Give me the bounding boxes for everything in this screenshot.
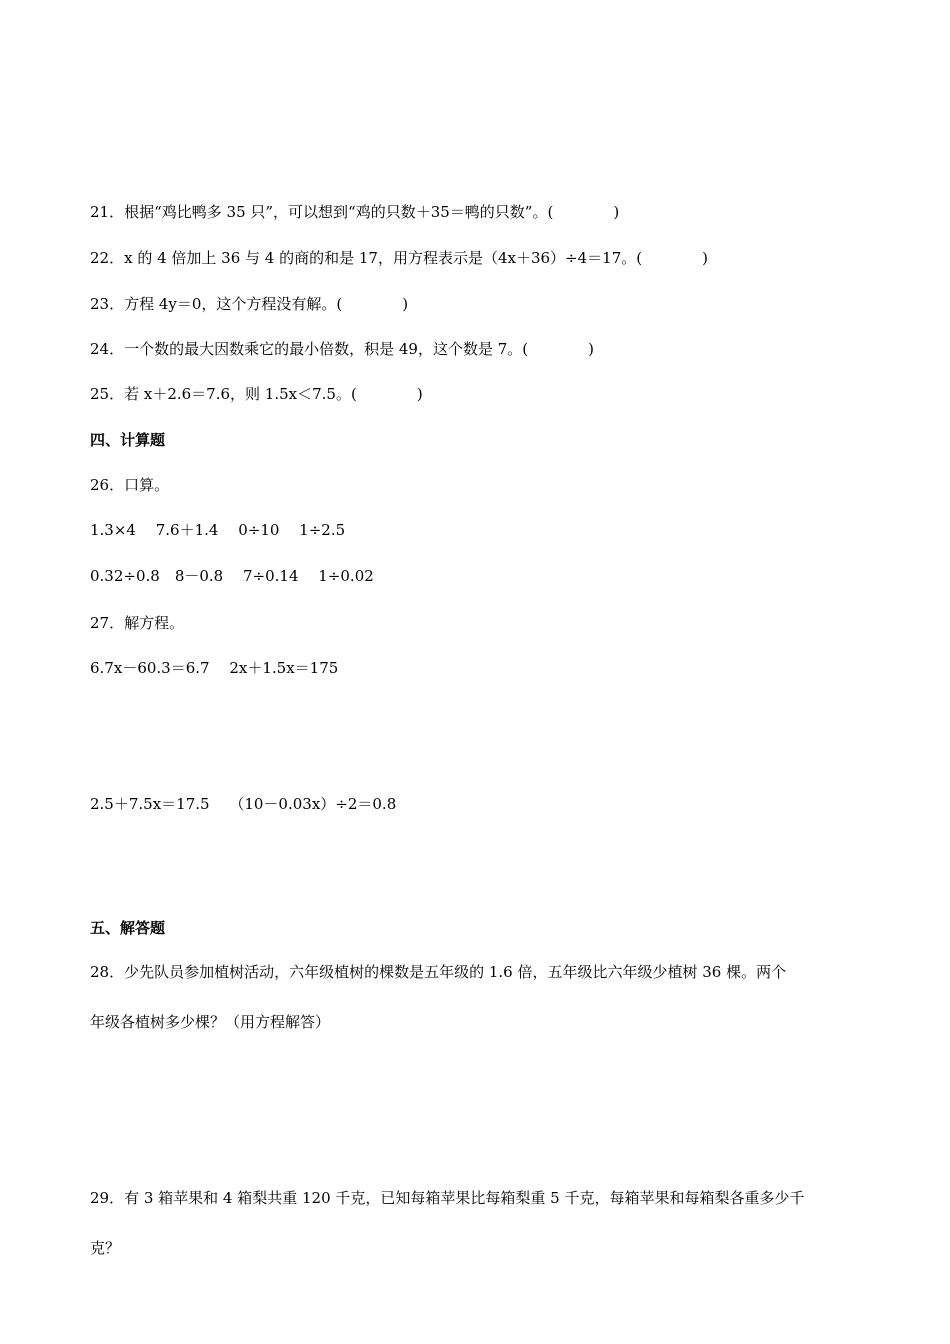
- mental-math-row-2: 0.32÷0.8 8－0.8 7÷0.14 1÷0.02: [90, 567, 374, 585]
- equation-row-2: 2.5＋7.5x＝17.5 （10－0.03x）÷2＝0.8: [90, 795, 397, 813]
- question-27-title: 27．解方程。: [90, 614, 185, 632]
- question-28-line-2: 年级各植树多少棵？（用方程解答）: [90, 1013, 331, 1031]
- section-heading-answer: 五、解答题: [90, 919, 166, 937]
- question-29-line-1: 29．有 3 箱苹果和 4 箱梨共重 120 千克，已知每箱苹果比每箱梨重 5 千克，每箱苹果和每箱梨各重多少千: [90, 1189, 805, 1207]
- question-28-line-1: 28．少先队员参加植树活动，六年级植树的棵数是五年级的 1.6 倍，五年级比六年级少植树 36 棵。两个: [90, 963, 787, 981]
- question-25: 25．若 x＋2.6＝7.6，则 1.5x＜7.5。( ): [90, 385, 423, 403]
- question-29-line-2: 克？: [90, 1239, 121, 1257]
- question-23: 23．方程 4y＝0，这个方程没有解。( ): [90, 295, 409, 313]
- equation-row-1: 6.7x－60.3＝6.7 2x＋1.5x＝175: [90, 659, 339, 677]
- section-heading-calculation: 四、计算题: [90, 431, 166, 449]
- question-21: 21．根据“鸡比鸭多 35 只”，可以想到“鸡的只数＋35＝鸭的只数”。( ): [90, 203, 620, 221]
- mental-math-row-1: 1.3×4 7.6＋1.4 0÷10 1÷2.5: [90, 521, 346, 539]
- question-24: 24．一个数的最大因数乘它的最小倍数，积是 49，这个数是 7。( ): [90, 340, 594, 358]
- question-26-title: 26．口算。: [90, 476, 170, 494]
- question-22: 22．x 的 4 倍加上 36 与 4 的商的和是 17，用方程表示是（4x＋36）÷4＝17。( ): [90, 249, 708, 267]
